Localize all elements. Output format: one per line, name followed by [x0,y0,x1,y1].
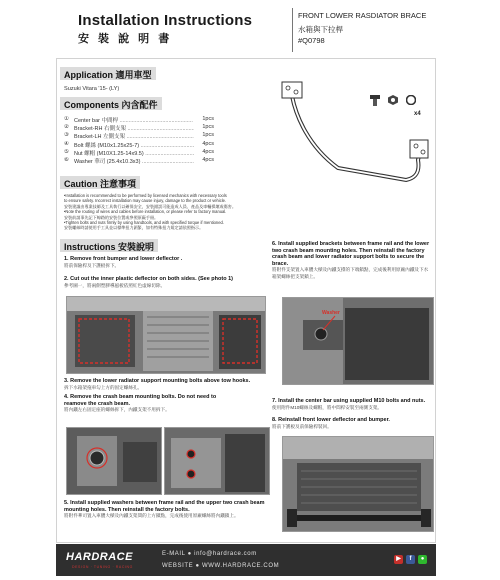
contact-website[interactable]: WEBSITE ● WWW.HARDRACE.COM [162,563,280,569]
facebook-icon[interactable]: f [406,555,415,564]
step-3: 3. Remove the lower radiator support mounting bolts above tow hooks. 拆下水箱架拖車勾上方的固定螺絲孔。 [64,378,251,390]
caution-line: •Note the routing of wires and cables before installation, or please refer to factory manual. [64,209,227,215]
wechat-icon[interactable]: ● [418,555,427,564]
part-number: #Q0798 [298,36,325,45]
components-heading: Components 內含配件 [60,97,162,110]
photo-installed-brace [282,436,434,532]
component-item: ⑤ Nut 螺帽 (M10X1.25-14x9.5) ..... 4pcs [64,149,214,157]
photo-tow-hook [66,427,162,495]
caution-line: 安裝螺絲時請使用手工具並以標準扭力鎖緊，如有特殊扭力規定請依照指示。 [64,225,204,231]
quantity-badge: x4 [414,111,421,117]
component-item: ① Center bar 中間桿 ..... 1pcs [64,116,214,124]
deflector-photo-image [67,297,266,374]
brand-logo: HARDRACE [66,551,133,563]
page-subtitle: 安 裝 說 明 書 [78,33,173,45]
caution-line: •Tighten bolts and nuts firmly by using handtools, and with specified torque if mentioned. [64,220,224,226]
step-2: 2. Cut out the inner plastic deflector on both sides. (See photo 1) 參考圖一，將兩側塑膠導風板依照紅色虛線切除。 [64,276,233,288]
application-heading: Application 適用車型 [60,67,156,80]
page-title: Installation Instructions [78,12,253,29]
caution-line: to ensure safety. Incorrect installation may cause injury, damage to the product or vehicle. [64,198,227,204]
step-5: 5. Install supplied washers between frame rail and the upper two crash beam mounting holes. Then reinstall the factory bolts. 將附件華司置入車體大樑及內鐵支架間的上方鎖點，完成後使用原廠螺絲將內鐵鎖上。 [64,500,265,519]
caution-line: 安裝前請事先記下線路的安裝位置或參照原廠手冊。 [64,214,159,220]
washer-icon [406,95,416,105]
nut-icon [388,95,398,105]
components-list [64,116,214,165]
youtube-icon[interactable]: ▶ [394,555,403,564]
caution-line: 安裝建議由專業技師及工具執行以確保安全，安裝錯誤可能造成人員、產品及車輛損壞或傷害。 [64,203,236,209]
instructions-heading: Instructions 安裝說明 [60,239,158,252]
bolt-icon [368,93,382,107]
brace-diagram [268,76,436,188]
step-4: 4. Remove the crash beam mounting bolts. Do not need to reamove the crash beam. 將內鐵左右固定座的螺絲拆下，內鐵支架不用拆下。 [64,394,217,413]
caution-line: •Installation is recommended to be performed by licensed mechanics with necessary tools [64,193,227,198]
caution-list [64,193,314,231]
caution-heading: Caution 注意事項 [60,176,140,189]
product-name-en: FRONT LOWER RASDIATOR BRACE [298,11,427,20]
brand-tagline: DESIGN · TUNING · RACING [72,565,134,569]
header-divider [292,8,293,52]
contact-email[interactable]: E-MAIL ● info@hardrace.com [162,551,257,557]
crash-beam-photo-image [165,428,270,495]
component-item: ④ Bolt 螺絲 (M10x1.25x25-7) ..... 4pcs [64,141,214,149]
photo-deflector-cut [66,296,266,374]
component-item: ② Bracket-RH 右側支架 ..... 1pcs [64,124,214,132]
component-item: ⑥ Washer 華司 (25.4x10.3x3) ..... 4pcs [64,157,214,165]
product-name-zh: 水箱與下拉桿 [298,25,343,34]
tow-hook-photo-image [67,428,162,495]
washer-photo-label: Washer [322,310,340,316]
step-6: 6. Install supplied brackets between frame rail and the lower two crash beam mounting holes. Then reinstall the factory crash beam and lower radiator support bolts to secure the brace. 將附件支架置入車體大樑及內鐵支撐的下端鎖點，完成後利用原廠內鐵及下水箱架螺絲把支架鎖上。 [272,241,430,279]
photo-washer [282,297,434,385]
application-vehicle: Suzuki Vitara '15- (LY) [64,86,120,92]
step-1: 1. Remove front bumper and lower deflector . 將前保險桿及下護板拆下。 [64,256,183,268]
step-7: 7. Install the center bar using supplied M10 bolts and nuts. 使用附件M10螺絲及螺帽，將中間桿安裝至兩側支架。 [272,398,426,410]
step-8: 8. Reinstall front lower deflector and bumper. 將前下護板及前保險桿裝回。 [272,417,390,429]
washer-photo-image [283,298,434,385]
component-item: ③ Bracket-LH 左側支架 ..... 1pcs [64,132,214,140]
installed-brace-photo-image [283,437,434,532]
photo-crash-beam [164,427,270,495]
